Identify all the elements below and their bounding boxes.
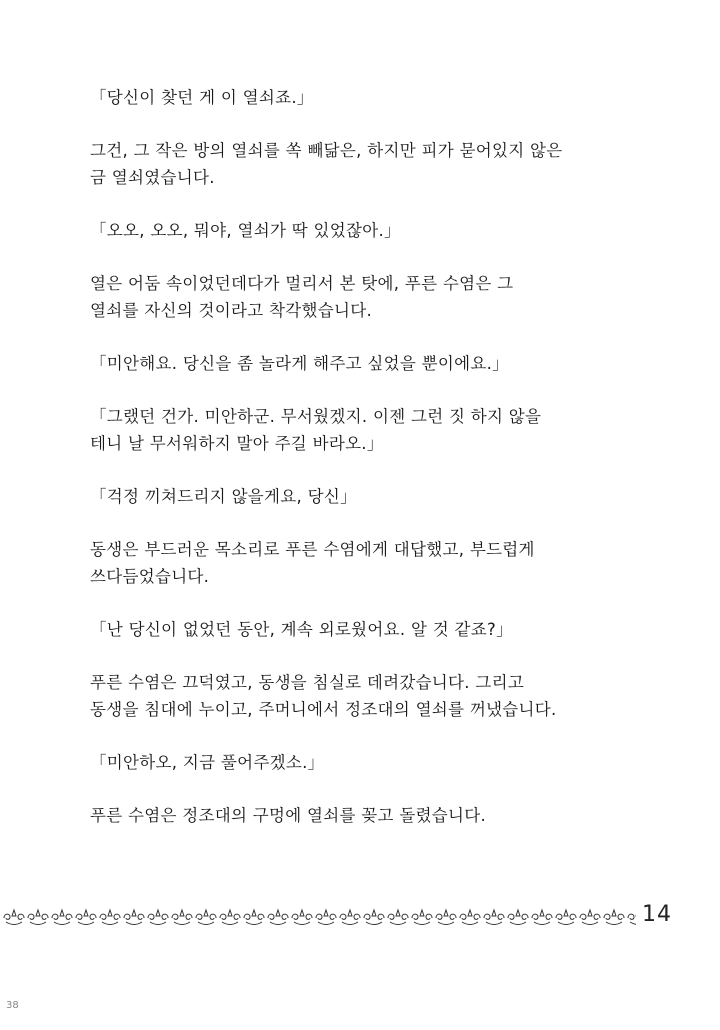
paragraph-8: 동생은 부드러운 목소리로 푸른 수염에게 대답했고, 부드럽게 쓰다듬었습니다. [90, 540, 535, 586]
scroll-motif-icon [4, 910, 24, 925]
scroll-motif-icon [52, 910, 72, 925]
scroll-ornament-band [0, 904, 636, 928]
scroll-motif-icon [28, 910, 48, 925]
scroll-motif-icon [292, 910, 312, 925]
scroll-motif-icon [532, 910, 552, 925]
scroll-motif-icon [580, 910, 600, 925]
page-text [90, 84, 650, 855]
scroll-motif-icon [484, 910, 504, 925]
scroll-motif-icon [244, 910, 264, 925]
scroll-motif-icon [124, 910, 144, 925]
scroll-motif-icon [100, 910, 120, 925]
paragraph-7: 「걱정 끼쳐드리지 않을게요, 당신」 [90, 487, 357, 506]
scroll-motif-icon [604, 910, 624, 925]
scroll-motif-icon [220, 910, 240, 925]
paragraph-2: 그건, 그 작은 방의 열쇠를 쏙 빼닮은, 하지만 피가 묻어있지 않은 금 열쇠였습니다. [90, 141, 563, 187]
scroll-motif-icon [460, 910, 480, 925]
paragraph-11: 「미안하오, 지금 풀어주겠소.」 [90, 753, 325, 772]
paragraph-10: 푸른 수염은 끄덕였고, 동생을 침실로 데려갔습니다. 그리고 동생을 침대에 누이고, 주머니에서 정조대의 열쇠를 꺼냈습니다. [90, 673, 557, 719]
scroll-motif-icon [556, 910, 576, 925]
scroll-motif-icon [196, 910, 216, 925]
scroll-motif-icon [148, 910, 168, 925]
scroll-motif-icon [508, 910, 528, 925]
scroll-motif-icon [340, 910, 360, 925]
scroll-motif-icon [76, 910, 96, 925]
chapter-number: 14 [642, 902, 672, 927]
paragraph-1: 「당신이 찾던 게 이 열쇠죠.」 [90, 88, 314, 107]
scroll-motif-icon [316, 910, 336, 925]
paragraph-5: 「미안해요. 당신을 좀 놀라게 해주고 싶었을 뿐이에요.」 [90, 354, 509, 373]
scroll-motif-icon [172, 910, 192, 925]
paragraph-12: 푸른 수염은 정조대의 구멍에 열쇠를 꽂고 돌렸습니다. [90, 806, 487, 825]
scroll-motif-icon [412, 910, 432, 925]
scroll-motif-icon [268, 910, 288, 925]
paragraph-6: 「그랬던 건가. 미안하군. 무서웠겠지. 이젠 그런 짓 하지 않을 테니 날 무서워하지 말아 주길 바라오.」 [90, 407, 542, 453]
scroll-ornament-icon [0, 904, 636, 928]
scroll-motif-icon [436, 910, 456, 925]
scroll-motif-icon [628, 910, 636, 925]
paragraph-4: 열은 어둠 속이었던데다가 멀리서 본 탓에, 푸른 수염은 그 열쇠를 자신의 것이라고 착각했습니다. [90, 274, 514, 320]
scroll-motif-icon [364, 910, 384, 925]
paragraph-9: 「난 당신이 없었던 동안, 계속 외로웠어요. 알 것 같죠?」 [90, 620, 513, 639]
scroll-motif-icon [388, 910, 408, 925]
paragraph-3: 「오오, 오오, 뭐야, 열쇠가 딱 있었잖아.」 [90, 221, 401, 240]
page-number: 38 [6, 1000, 19, 1011]
